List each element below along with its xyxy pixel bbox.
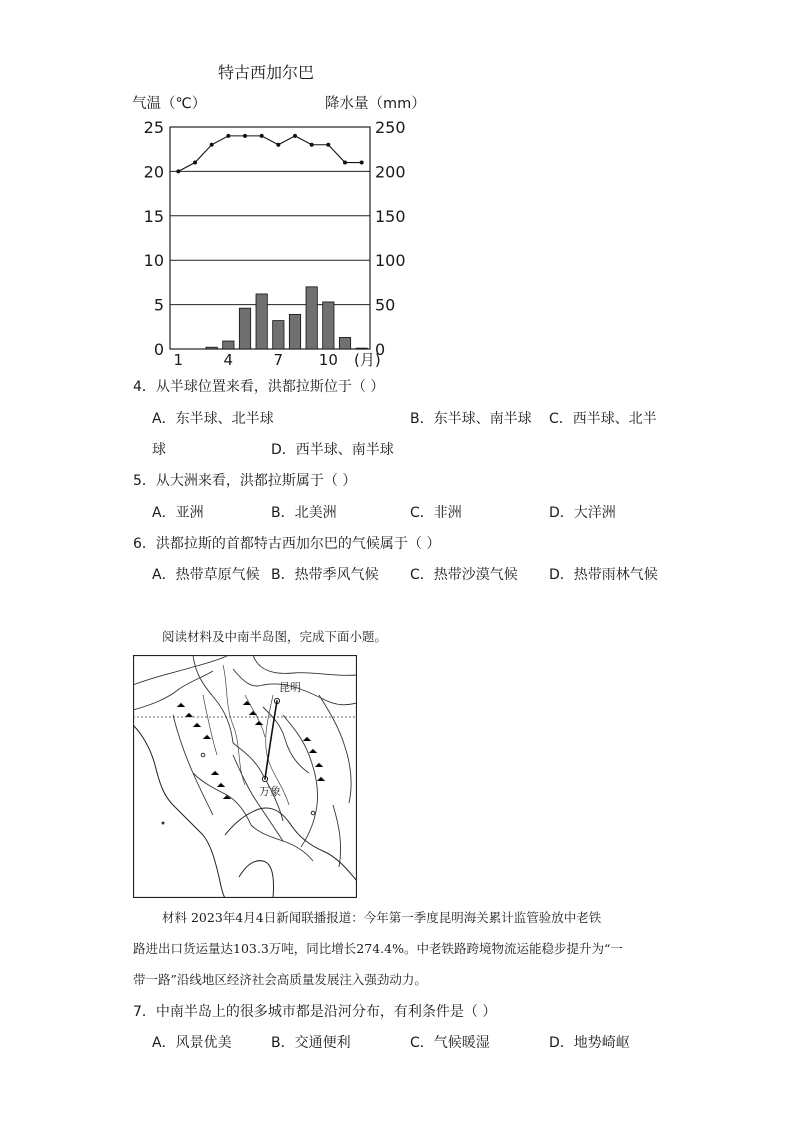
vientiane-label: 万象: [259, 785, 281, 798]
question-6-stem: 6．洪都拉斯的首都特古西加尔巴的气候属于（ ）: [133, 536, 441, 552]
precipitation-bar: [339, 337, 350, 349]
question-6-option-a[interactable]: A．热带草原气候: [152, 567, 260, 583]
precipitation-tick-label: 150: [375, 206, 406, 226]
temperature-point: [293, 134, 297, 138]
map-frame: [134, 656, 357, 898]
question-7-stem: 7．中南半岛上的很多城市都是沿河分布，有利条件是（ ）: [133, 1004, 497, 1020]
temperature-point: [243, 134, 247, 138]
question-7-option-a[interactable]: A．风景优美: [152, 1035, 232, 1051]
material-line-1: 材料 2023年4月4日新闻联播报道：今年第一季度昆明海关累计监管验放中老铁: [162, 910, 602, 925]
precipitation-bar: [323, 302, 334, 349]
reading-intro: 阅读材料及中南半岛图，完成下面小题。: [162, 629, 388, 644]
precipitation-bar: [223, 341, 234, 349]
question-4-option-c[interactable]: C．西半球、北半: [549, 411, 657, 427]
precipitation-tick-label: 0: [375, 340, 386, 359]
plot-frame: [170, 127, 370, 349]
temperature-point: [360, 161, 364, 165]
precipitation-bar: [239, 308, 250, 349]
question-5-option-d[interactable]: D．大洋洲: [549, 505, 616, 521]
temperature-point: [176, 169, 180, 173]
precipitation-tick-label: 50: [375, 295, 396, 315]
month-unit-label: (月): [354, 351, 381, 369]
temperature-point: [260, 134, 264, 138]
chart-title: 特古西加尔巴: [218, 63, 315, 82]
question-6-option-c[interactable]: C．热带沙漠气候: [410, 567, 518, 583]
precipitation-tick-label: 250: [375, 118, 406, 137]
precipitation-bar: [206, 347, 217, 349]
temperature-point: [326, 143, 330, 147]
temperature-point: [343, 161, 347, 165]
question-4-stem: 4．从半球位置来看，洪都拉斯位于（ ）: [133, 379, 385, 395]
temperature-point: [210, 143, 214, 147]
indochina-map: [133, 655, 357, 898]
question-4-option-c-wrap: 球: [152, 442, 166, 458]
temperature-tick-label: 10: [143, 251, 164, 271]
temperature-axis-label: 气温（℃）: [132, 96, 207, 112]
precipitation-bar: [256, 294, 267, 349]
question-5-stem: 5．从大洲来看，洪都拉斯属于（ ）: [133, 473, 357, 489]
kunming-label: 昆明: [279, 681, 301, 694]
question-5-option-c[interactable]: C．非洲: [410, 505, 462, 521]
question-6-option-d[interactable]: D．热带雨林气候: [549, 567, 658, 583]
temperature-tick-label: 25: [143, 118, 164, 137]
material-line-3: 带一路”沿线地区经济社会高质量发展注入强劲动力。: [133, 972, 427, 987]
temperature-tick-label: 5: [153, 295, 164, 315]
temperature-point: [310, 143, 314, 147]
temperature-tick-label: 15: [143, 206, 164, 226]
question-4-option-a[interactable]: A．东半球、北半球: [152, 411, 274, 427]
month-tick-label: 10: [318, 351, 338, 369]
temperature-tick-label: 20: [143, 162, 164, 182]
precipitation-bar: [356, 348, 367, 349]
precipitation-bar: [289, 314, 300, 349]
climate-chart: [0, 0, 794, 380]
month-tick-label: 1: [173, 351, 184, 369]
temperature-point: [276, 143, 280, 147]
material-line-2: 路进出口货运量达103.3万吨，同比增长274.4%。中老铁路跨境物流运能稳步提升为“一: [133, 941, 623, 956]
precipitation-tick-label: 200: [375, 162, 406, 182]
island-dot: [162, 822, 165, 825]
temperature-point: [226, 134, 230, 138]
precipitation-tick-label: 100: [375, 251, 406, 271]
temperature-line: [178, 136, 361, 172]
question-7-option-c[interactable]: C．气候暖湿: [410, 1035, 490, 1051]
question-4-option-b[interactable]: B．东半球、南半球: [410, 411, 532, 427]
question-5-option-a[interactable]: A．亚洲: [152, 505, 204, 521]
question-7-option-d[interactable]: D．地势崎岖: [549, 1035, 630, 1051]
temperature-point: [193, 161, 197, 165]
precipitation-bar: [273, 321, 284, 349]
month-tick-label: 4: [223, 351, 234, 369]
precipitation-bar: [306, 287, 317, 349]
precipitation-axis-label: 降水量（mm）: [325, 96, 426, 112]
question-7-option-b[interactable]: B．交通便利: [271, 1035, 351, 1051]
question-6-option-b[interactable]: B．热带季风气候: [271, 567, 379, 583]
question-5-option-b[interactable]: B．北美洲: [271, 505, 337, 521]
question-4-option-d[interactable]: D．西半球、南半球: [271, 442, 394, 458]
month-tick-label: 7: [273, 351, 284, 369]
temperature-tick-label: 0: [153, 340, 164, 359]
